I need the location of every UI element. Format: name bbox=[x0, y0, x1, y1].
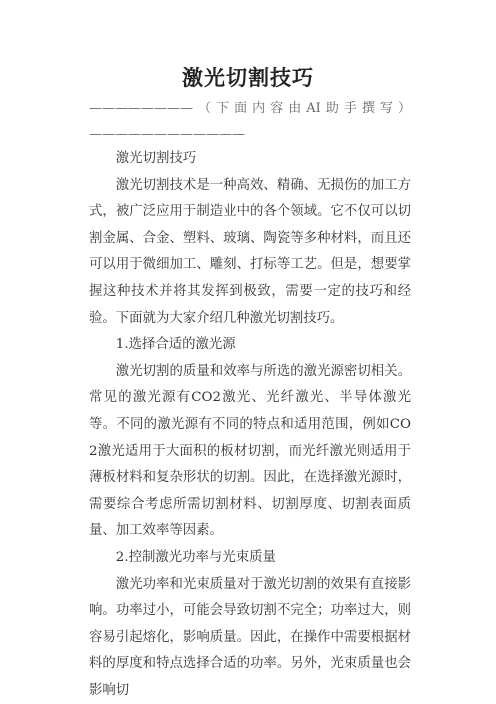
document-title: 激光切割技巧 bbox=[0, 62, 496, 92]
document-body bbox=[89, 146, 411, 704]
paragraph-intro: 激光切割技术是一种高效、精确、无损伤的加工方式，被广泛应用于制造业中的各个领域。它不仅可以切割金属、合金、塑料、玻璃、陶瓷等多种材料，而且还可以用于微细加工、雕刻、打标等工艺。但是，想要掌握这种技术并将其发挥到极致，需要一定的技巧和经验。下面就为大家介绍几种激光切割技巧。 bbox=[89, 173, 411, 333]
paragraph-power-control: 激光功率和光束质量对于激光切割的效果有直接影响。功率过小，可能会导致切割不完全；功率过大，则容易引起熔化，影响质量。因此，在操作中需要根据材料的厚度和特点选择合适的功率。另外，光束质量也会影响切 bbox=[89, 572, 411, 704]
document-subtitle: ————————（下面内容由AI助手撰写）———————————— bbox=[89, 96, 411, 148]
section-heading-laser-source: 1.选择合适的激光源 bbox=[89, 332, 411, 359]
paragraph-heading: 激光切割技巧 bbox=[89, 146, 411, 173]
paragraph-laser-source: 激光切割的质量和效率与所选的激光源密切相关。常见的激光源有CO2激光、光纤激光、半导体激光等。不同的激光源有不同的特点和适用范围，例如CO2激光适用于大面积的板材切割，而光纤激光则适用于薄板材料和复杂形状的切割。因此，在选择激光源时，需要综合考虑所需切割材料、切割厚度、切割表面质量、加工效率等因素。 bbox=[89, 359, 411, 545]
section-heading-power-control: 2.控制激光功率与光束质量 bbox=[89, 545, 411, 572]
